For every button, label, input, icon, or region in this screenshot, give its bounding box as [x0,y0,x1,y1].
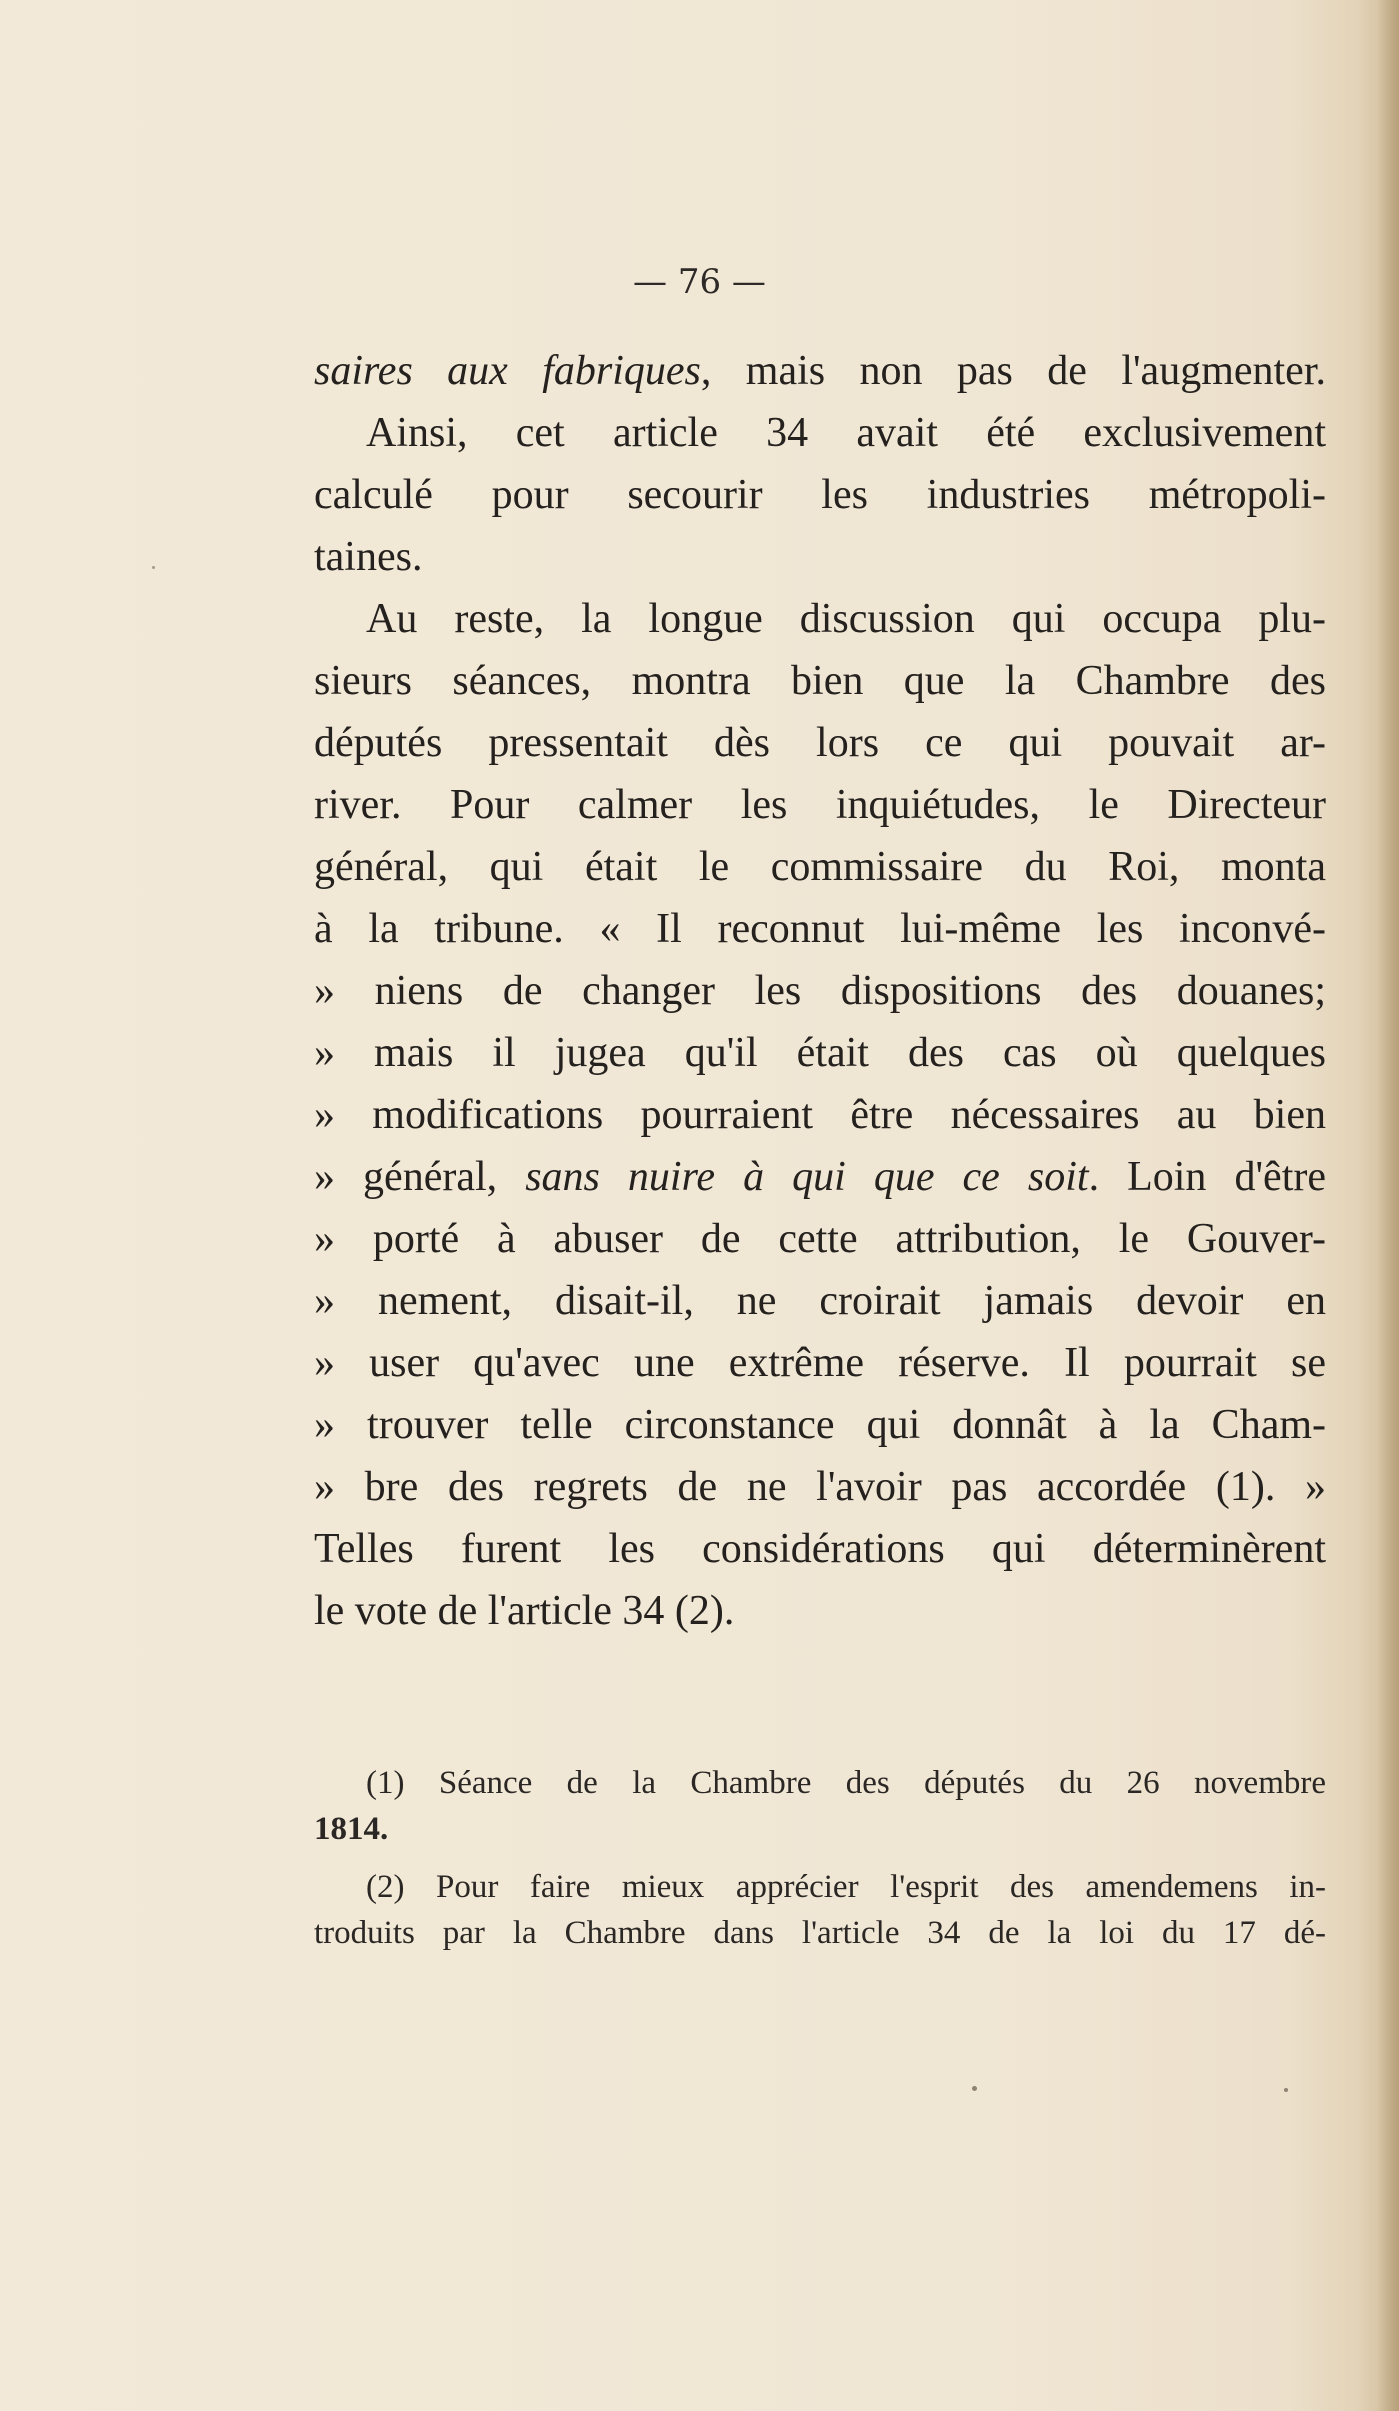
footnote-gap [314,1852,1326,1864]
body-line-21: le vote de l'article 34 (2). [314,1588,735,1634]
body-line-3: calculé pour secourir les industries métropoli- [314,472,1326,518]
footnote-1-line-1: (1) Séance de la Chambre des députés du 26 novembre [366,1765,1326,1801]
footnotes [314,1760,1326,1956]
body-line-16: » nement, disait-il, ne croirait jamais devoir en [314,1278,1326,1324]
footnote-1-line-2: 1814. [314,1811,389,1847]
body-line-2: Ainsi, cet article 34 avait été exclusivement [366,410,1326,456]
body-line-18: » trouver telle circonstance qui donnât à la Cham- [314,1402,1326,1448]
body-text [314,340,1326,1642]
body-line-15: » porté à abuser de cette attribution, le Gouver- [314,1216,1326,1262]
page-number: — 76 — [633,262,766,302]
italic-phrase: saires aux fabriques [314,348,701,394]
paper-speck [972,2086,977,2091]
footnote-2-line-1: (2) Pour faire mieux apprécier l'esprit des amendemens in- [366,1869,1326,1905]
body-line-19: » bre des regrets de ne l'avoir pas accordée (1). » [314,1464,1326,1510]
body-line-7: députés pressentait dès lors ce qui pouvait ar- [314,720,1326,766]
body-line-4: taines. [314,534,423,580]
page-edge-shadow [1377,0,1399,2411]
body-line-20: Telles furent les considérations qui déterminèrent [314,1526,1326,1572]
body-line-14: » général, sans nuire à qui que ce soit. Loin d'être [314,1154,1326,1200]
italic-phrase: sans nuire à qui que ce soit [525,1154,1089,1200]
body-line-17: » user qu'avec une extrême réserve. Il pourrait se [314,1340,1326,1386]
body-line-5: Au reste, la longue discussion qui occupa plu- [366,596,1326,642]
body-line-6: sieurs séances, montra bien que la Chambre des [314,658,1326,704]
body-line-9: général, qui était le commissaire du Roi, monta [314,844,1326,890]
body-line-1: saires aux fabriques, mais non pas de l'augmenter. [314,348,1326,394]
footnote-2-line-2: troduits par la Chambre dans l'article 34 de la loi du 17 dé- [314,1915,1326,1951]
body-line-13: » modifications pourraient être nécessaires au bien [314,1092,1326,1138]
body-line-12: » mais il jugea qu'il était des cas où quelques [314,1030,1326,1076]
paper-speck [152,566,155,569]
body-line-8: river. Pour calmer les inquiétudes, le Directeur [314,782,1326,828]
body-line-10: à la tribune. « Il reconnut lui-même les inconvé- [314,906,1326,952]
body-line-11: » niens de changer les dispositions des douanes; [314,968,1326,1014]
paper-speck [1284,2088,1288,2092]
